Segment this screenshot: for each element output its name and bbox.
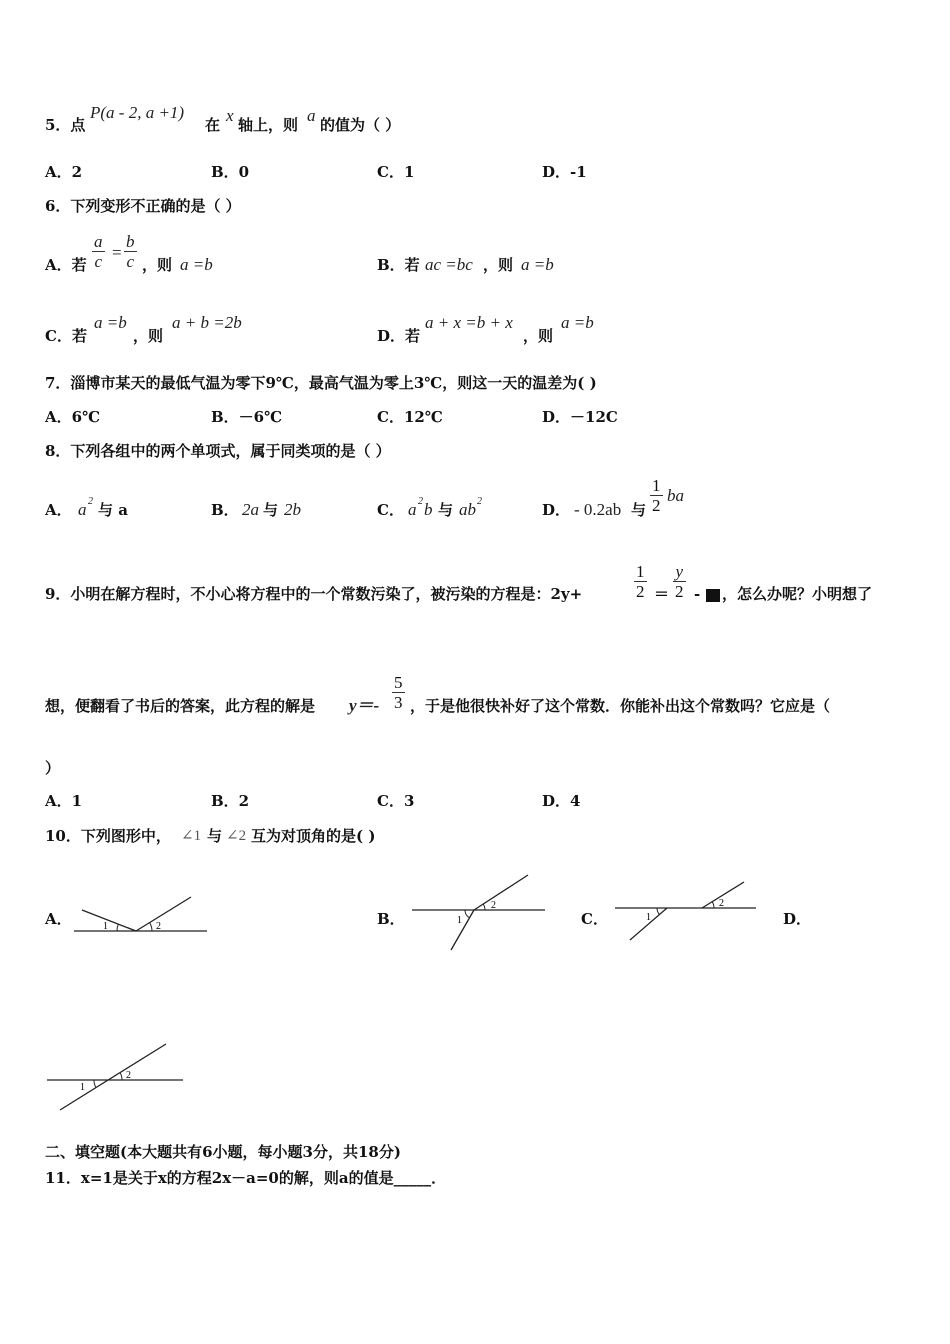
q6-a-result: a =b: [180, 255, 213, 274]
q5-option-d: D．-1: [542, 163, 587, 181]
fig-b-label-2: 2: [491, 900, 496, 911]
q9-option-b: B．2: [211, 792, 250, 810]
q10-option-d-label: D．: [783, 910, 812, 928]
q9-solution-y: y＝-: [349, 696, 380, 715]
q8-b-term2: 2b: [284, 500, 301, 519]
q5-option-b: B．0: [211, 163, 250, 181]
fig-c-label-2: 2: [719, 898, 724, 909]
q10-with: 与: [207, 827, 223, 845]
q6-a-then: ，则: [142, 256, 173, 274]
q7-option-b: B．－6℃: [211, 408, 283, 426]
q10-option-c-label: C．: [581, 910, 608, 928]
fig-d-transversal: [60, 1044, 166, 1110]
q6-option-d-label: D．若: [377, 327, 421, 345]
q9-f3-num: 5: [394, 673, 403, 692]
q6-a-fraction-2: [124, 232, 137, 271]
q10-angle2: ∠2: [226, 828, 247, 844]
fig-d-arc-1: [94, 1080, 96, 1087]
q5-stem-axis: 轴上，则: [238, 116, 299, 134]
q6-b-result: a =b: [521, 255, 554, 274]
q5-stem-on: 在: [205, 116, 221, 134]
q6-a-num2: b: [126, 232, 135, 251]
q7-option-a: A．6℃: [45, 408, 101, 426]
fig-c-arc-1: [657, 908, 659, 915]
q10-stem-start: 10．下列图形中，: [45, 827, 171, 845]
q9-fraction-2: [673, 562, 686, 601]
q7-option-c: C．12℃: [377, 408, 443, 426]
fig-c-arc-2: [712, 902, 714, 908]
q8-d-fraction: [650, 476, 663, 515]
q8-a-base: a: [78, 500, 87, 519]
fig-c-label-1: 1: [646, 912, 651, 923]
q5-point-expression: P(a - 2, a +1): [90, 103, 185, 122]
q9-line1-start: 9．小明在解方程时，不小心将方程中的一个常数污染了，被污染的方程是：2y+: [45, 585, 583, 603]
fig-a-ray-right: [136, 897, 191, 931]
q8-a-exponent: 2: [88, 496, 93, 507]
q6-a-fraction-1: [92, 232, 105, 271]
fig-a-ray-left: [82, 910, 136, 931]
fig-d-label-2: 2: [126, 1070, 131, 1081]
fig-a-label-1: 1: [103, 921, 108, 932]
q6-option-c-label: C．若: [45, 327, 87, 345]
q8-c-exponent: 2: [418, 496, 423, 507]
q9-fraction-1: [634, 562, 647, 601]
q6-c-condition: a =b: [94, 313, 127, 332]
q8-c-base: a: [408, 500, 417, 519]
q10-figure-a: [70, 890, 215, 940]
q5-stem: [45, 116, 85, 134]
fig-d-label-1: 1: [80, 1082, 85, 1093]
q8-c-with: 与: [438, 501, 454, 519]
q10-angle1: ∠1: [181, 828, 202, 844]
q9-option-c: C．3: [377, 792, 415, 810]
q9-f3-den: 3: [394, 693, 403, 712]
q5-var-x: x: [226, 106, 234, 125]
q8-c-b: b: [424, 500, 433, 519]
q6-d-condition: a + x =b + x: [425, 313, 513, 332]
q10-option-b-label: B．: [377, 910, 405, 928]
q5-option-a: A．2: [45, 163, 83, 181]
q8-d-with: 与: [631, 501, 647, 519]
q10-option-a-label: A．: [45, 910, 72, 928]
q9-option-d: D．4: [542, 792, 581, 810]
q6-option-b-label: B．若: [377, 256, 420, 274]
q10-figure-d: [44, 1040, 186, 1114]
q6-a-equals: =: [112, 243, 122, 262]
q9-minus: -: [694, 585, 701, 603]
fig-b-arc-1: [465, 910, 470, 918]
q10-figure-b: [408, 872, 550, 954]
q10-stem-end: 互为对顶角的是( ): [251, 827, 376, 845]
q6-a-den1: c: [94, 252, 103, 271]
q8-c-exponent2: 2: [477, 496, 482, 507]
q5-var-a: a: [307, 106, 316, 125]
fig-b-label-1: 1: [457, 915, 462, 926]
q7-option-d: D．－12C: [542, 408, 618, 426]
q8-c-term2: ab: [459, 500, 476, 519]
q6-d-then: ，则: [523, 327, 554, 345]
fig-b-upper-line: [474, 875, 528, 910]
q6-stem: 6．下列变形不正确的是（ ）: [45, 197, 241, 215]
q8-option-a-label: A．: [45, 501, 72, 519]
q6-a-den2: c: [126, 252, 135, 271]
fig-a-label-2: 2: [156, 921, 161, 932]
q8-a-with: 与 a: [98, 501, 128, 519]
q6-d-result: a =b: [561, 313, 594, 332]
q8-option-b-label: B．: [211, 501, 239, 519]
q8-option-d-label: D．: [542, 501, 571, 519]
q9-f2-den: 2: [675, 582, 684, 601]
q9-ink-blot: [706, 586, 720, 605]
fig-a-arc-1: [117, 924, 118, 931]
q5-stem-end: 的值为（ ）: [320, 116, 401, 134]
q9-f1-den: 2: [636, 582, 645, 601]
q11-stem: 11．x=1是关于x的方程2x－a=0的解，则a的值是_____．: [45, 1169, 447, 1187]
q9-equals: ＝: [654, 585, 670, 603]
q5-option-c: C．1: [377, 163, 415, 181]
q8-d-den: 2: [652, 496, 661, 515]
section-2-heading: 二、填空题(本大题共有6小题，每小题3分，共18分): [45, 1143, 401, 1161]
q8-b-with: 与: [263, 501, 279, 519]
q9-option-a: A．1: [45, 792, 83, 810]
fig-a-arc-2: [150, 923, 152, 931]
q9-f1-num: 1: [636, 562, 645, 581]
q8-d-ba: ba: [667, 486, 684, 505]
q8-d-num: 1: [652, 476, 661, 495]
q6-option-a: [45, 256, 87, 274]
q5-stem-start: 5．点: [45, 116, 86, 134]
q9-line2-start: 想，便翻看了书后的答案，此方程的解是: [45, 697, 316, 715]
fig-b-arc-2: [483, 904, 485, 910]
q8-b-term1: 2a: [242, 500, 259, 519]
q6-c-then: ，则: [133, 327, 164, 345]
q8-option-c-label: C．: [377, 501, 404, 519]
fig-d-arc-2: [120, 1073, 122, 1080]
q6-a-num1: a: [94, 232, 103, 251]
q10-figure-c: [612, 878, 762, 944]
q6-c-result: a + b =2b: [172, 313, 242, 332]
q8-d-term1: - 0.2ab: [574, 500, 622, 519]
q7-stem: 7．淄博市某天的最低气温为零下9℃，最高气温为零上3℃，则这一天的温差为( ): [45, 374, 597, 392]
q6-b-then: ，则: [483, 256, 514, 274]
q9-line2-end: ，于是他很快补好了这个常数．你能补出这个常数吗？它应是（: [410, 697, 831, 715]
q9-f2-num: y: [673, 562, 686, 582]
q8-stem: 8．下列各组中的两个单项式，属于同类项的是（ ）: [45, 442, 391, 460]
fig-b-lower-line: [451, 910, 474, 950]
q9-line3: ）: [45, 759, 61, 777]
q6-a-label: A．若: [45, 256, 87, 274]
q6-b-condition: ac =bc: [425, 255, 473, 274]
q9-fraction-3: [392, 673, 405, 712]
q9-line1-end: ，怎么办呢？小明想了: [722, 585, 873, 603]
